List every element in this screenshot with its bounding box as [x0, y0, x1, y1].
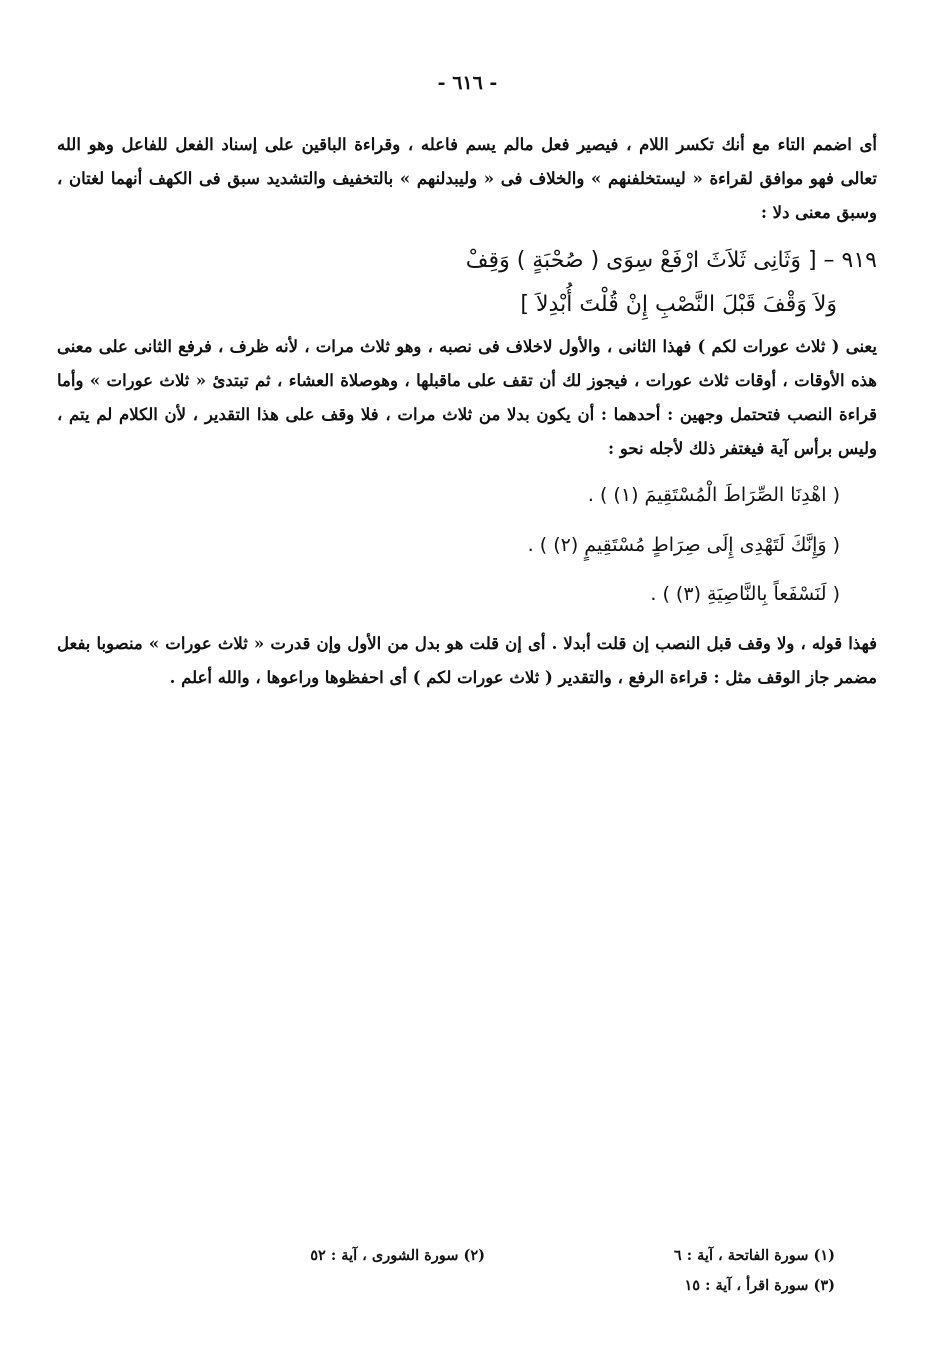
footnote-1: (١) سورة الفاتحة ، آية : ٦	[673, 1247, 835, 1264]
paragraph-explanation: يعنى ( ثلاث عورات لكم ) فهذا الثانى ، والأول لاخلاف فى نصبه ، وهو ثلاث مرات ، لأنه ظرف ، فرفع الثانى على معنى هذه الأوقات ، أوقات ثلاث عورات ، فيجوز لك أن تقف على ماقبلها ، وهوصلاة العشاء ، ثم تبتدئ « ثلاث عورات » وأما قراءة النصب فتحتمل وجهين : أحدهما : أن يكون بدلا من ثلاث مرات ، فلا وقف على هذا التقدير ، لأن الكلام لم يتم ، وليس برأس آية فيغتفر ذلك لأجله نحو :	[57, 337, 877, 458]
paragraph-intro: أى اضمم التاء مع أنك تكسر اللام ، فيصير فعل مالم يسم فاعله ، وقراءة الباقين على إسناد الفعل للفاعل وهو الله تعالى فهو موافق لقراءة « ليستخلفنهم » والخلاف فى « وليبدلنهم » بالتخفيف والتشديد سبق فى الكهف أنهما لغتان ، وسبق معنى دلا :	[57, 135, 877, 222]
footnote-2: (٢) سورة الشورى ، آية : ٥٢	[310, 1247, 485, 1264]
verse-line-1: ٩١٩ – [ وَثَانِى ثَلاَثَ ارْفَعْ سِوَى ( صُحْبَةٍ ) وَقِفْ	[465, 248, 877, 273]
verse-line-2: وَلاَ وَقْفَ قَبْلَ النَّصْبِ إِنْ قُلْتَ أُبْدِلاَ ]	[520, 292, 837, 317]
page-number: - ٦١٦ -	[437, 72, 498, 94]
quran-example-1: ( اهْدِنَا الصِّرَاطَ الْمُسْتَقِيمَ (١) ) .	[587, 484, 840, 506]
quran-example-2: ( وَإِنَّكَ لَتَهْدِى إِلَى صِرَاطٍ مُسْتَقِيمٍ (٢) ) .	[527, 534, 840, 556]
paragraph-conclusion: فهذا قوله ، ولا وقف قبل النصب إن قلت أبدلا . أى إن قلت هو بدل من الأول وإن قدرت « ثلاث عورات » منصوبا بفعل مضمر جاز الوقف مثل : قراءة الرفع ، والتقدير ( ثلاث عورات لكم ) أى احفظوها وراعوها ، والله أعلم .	[57, 634, 877, 687]
quran-example-3: ( لَنَسْفَعاً بِالنَّاصِيَةِ (٣) ) .	[650, 583, 840, 605]
footnote-3: (٣) سورة اقرأ ، آية : ١٥	[684, 1277, 835, 1294]
